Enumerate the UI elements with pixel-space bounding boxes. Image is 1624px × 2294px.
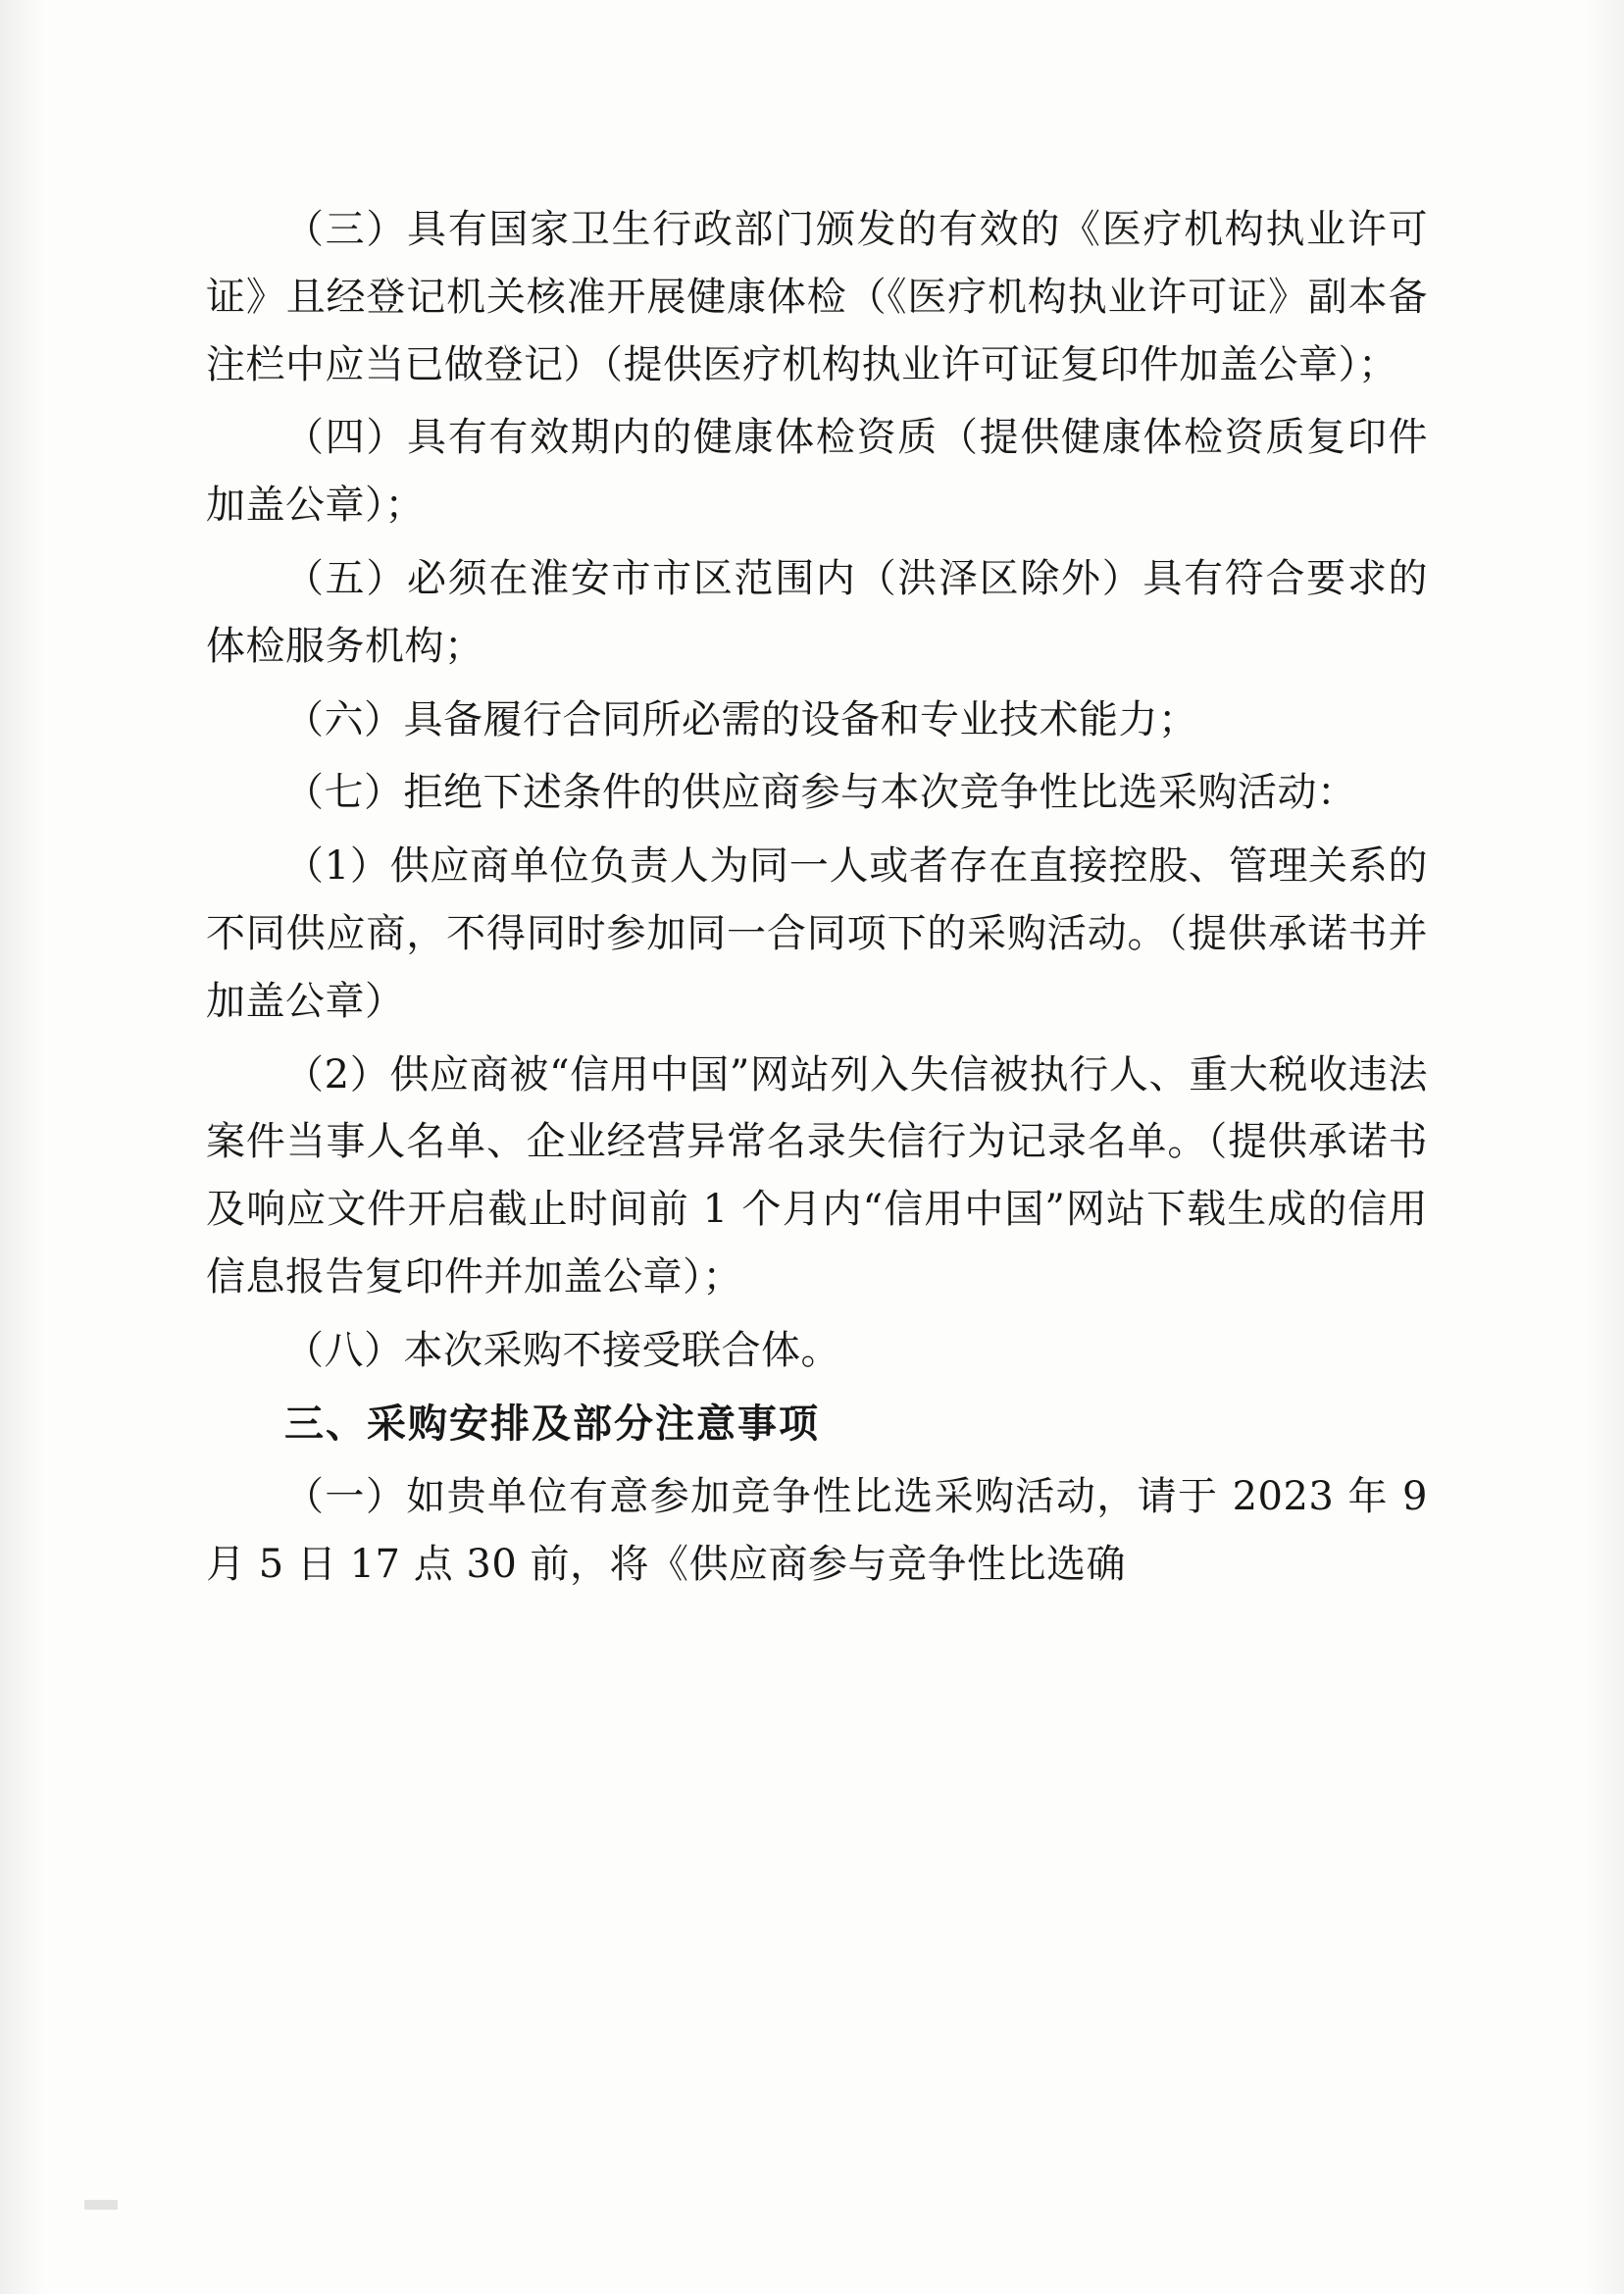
paragraph-item-5: （五）必须在淮安市市区范围内（洪泽区除外）具有符合要求的体检服务机构； [206,555,1428,669]
document-body [206,196,1428,1599]
paragraph-item-7: （七）拒绝下述条件的供应商参与本次竞争性比选采购活动： [284,770,1357,816]
paragraph-item-6: （六）具备履行合同所必需的设备和专业技术能力； [284,696,1198,742]
paragraph-item-4: （四）具有有效期内的健康体检资质（提供健康体检资质复印件加盖公章）； [206,415,1428,529]
paragraph-item-7-1: （1）供应商单位负责人为同一人或者存在直接控股、管理关系的不同供应商，不得同时参加同一合同项下的采购活动。（提供承诺书并加盖公章） [206,843,1428,1024]
section-heading-3: 三、采购安排及部分注意事项 [284,1400,820,1447]
paragraph-item-3: （三）具有国家卫生行政部门颁发的有效的《医疗机构执业许可证》且经登记机关核准开展健康体检（《医疗机构执业许可证》副本备注栏中应当已做登记）（提供医疗机构执业许可证复印件加盖公章）； [206,207,1428,387]
paragraph-item-8: （八）本次采购不接受联合体。 [284,1327,840,1373]
paragraph-item-7-2: （2）供应商被“信用中国”网站列入失信被执行人、重大税收违法案件当事人名单、企业经营异常名录失信行为记录名单。（提供承诺书及响应文件开启截止时间前 1 个月内“信用中国”网站下载生成的信用信息报告复印件并加盖公章）； [206,1051,1428,1300]
scan-artifact [84,2200,118,2210]
paragraph-section-3-item-1: （一）如贵单位有意参加竞争性比选采购活动，请于 2023 年 9 月 5 日 17 点 30 前，将《供应商参与竞争性比选确 [206,1474,1428,1588]
